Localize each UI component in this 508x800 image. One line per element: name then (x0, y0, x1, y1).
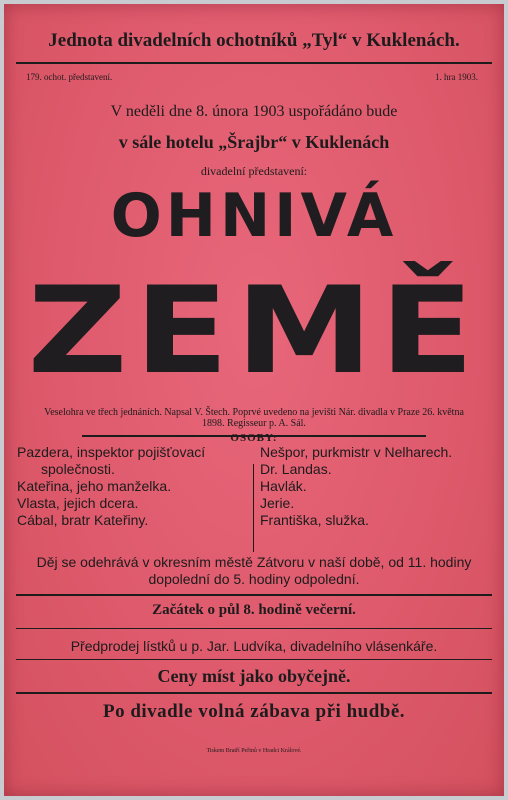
intro-line: divadelní představení: (200, 164, 308, 178)
performance-number: 179. ochot. představení. (26, 72, 113, 82)
cast-item: Cábal, bratr Kateřiny. (17, 512, 149, 528)
header-rule (16, 62, 492, 64)
cast-item: Nešpor, purkmistr v Nelharech. (260, 444, 453, 460)
cast-item: Kateřina, jeho manželka. (17, 478, 172, 494)
cast-item: Jerie. (260, 495, 295, 511)
date-line: V neděli dne 8. února 1903 uspořádáno bude (110, 103, 398, 120)
cast-heading: OSOBY: (230, 432, 278, 444)
playbill-poster (4, 4, 504, 796)
start-time: Začátek o půl 8. hodině večerní. (152, 602, 356, 618)
cast-list-right (260, 444, 500, 529)
printer-credit: Tiskem Bratří Peřinů v Hradci Králové. (206, 748, 302, 754)
venue-line: v sále hotelu „Šrajbr“ v Kuklenách (118, 132, 390, 152)
prices-note: Ceny míst jako obyčejně. (157, 666, 351, 686)
play-subtitle: Veselohra ve třech jednáních. Napsal V. Štech. Poprvé uvedeno na jevišti Nár. divadla v Praze 26. května 1898. Regisseur p. A. Sál. (44, 407, 464, 429)
rule-2 (16, 628, 492, 629)
setting-note: Děj se odehrává v okresním městě Zátvoru v naší době, od 11. hodiny dopolední do 5. hodiny odpolední. (36, 554, 472, 587)
rule-3 (16, 659, 492, 660)
cast-item: Vlasta, jejich dcera. (17, 495, 139, 511)
society-name: Jednota divadelních ochotníků „Tyl“ v Kuklenách. (48, 30, 460, 51)
rule-1 (16, 594, 492, 596)
cast-item: Havlák. (260, 478, 307, 494)
after-show-note: Po divadle volná zábava při hudbě. (102, 701, 406, 722)
presale-note: Předprodej lístků u p. Jar. Ludvíka, divadelního vlásenkáře. (70, 638, 438, 654)
cast-item: Dr. Landas. (260, 461, 332, 477)
cast-item: Františka, služka. (260, 512, 369, 528)
play-title-line2: ZEMĚ (27, 262, 481, 401)
cast-divider (253, 464, 254, 552)
cast-item: Pazdera, inspektor pojišťovací (17, 444, 206, 460)
cast-list-left (17, 444, 252, 529)
play-number: 1. hra 1903. (435, 72, 478, 82)
rule-4 (16, 692, 492, 694)
cast-item: společnosti. (41, 461, 115, 477)
play-title-line1: OHNIVÁ (110, 181, 398, 251)
